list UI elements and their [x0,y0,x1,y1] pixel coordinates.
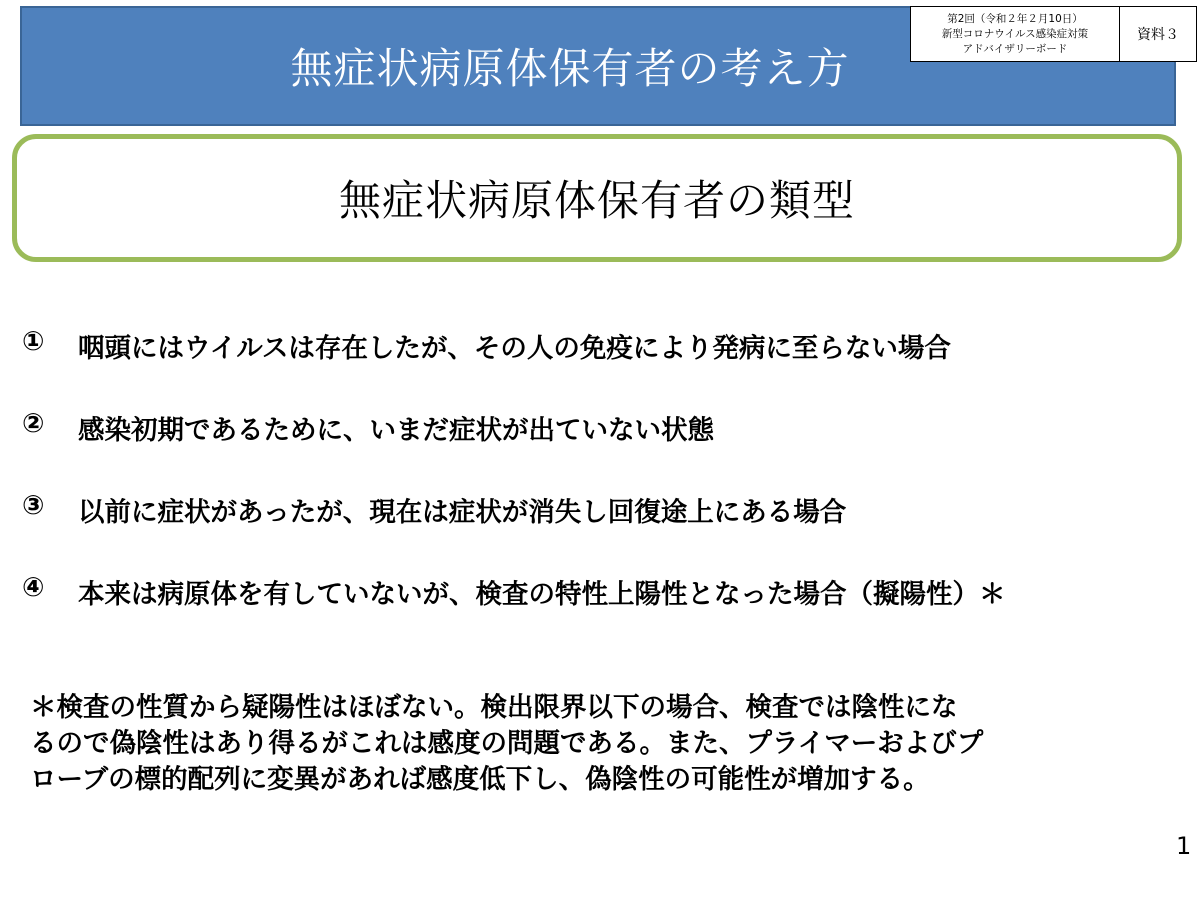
slide-title: 無症状病原体保有者の考え方 [290,44,850,93]
subtitle-text: 無症状病原体保有者の類型 [338,176,855,225]
page-number: 1 [1176,832,1192,860]
item-text: 以前に症状があったが、現在は症状が消失し回復途上にある場合 [78,497,847,528]
footnote-line-3: ローブの標的配列に変異があれば感度低下し、偽陰性の可能性が増加する。 [30,764,930,795]
meeting-info-line-3: アドバイザリーボード [962,42,1068,55]
footnote-line-1: ＊検査の性質から疑陽性はほぼない。検出限界以下の場合、検査では陰性にな [30,692,958,723]
subtitle-box [12,134,1182,262]
meeting-info-box [910,6,1120,62]
item-text: 感染初期であるために、いまだ症状が出ていない状態 [78,415,714,446]
item-number: ④ [22,572,45,603]
item-number: ③ [22,490,45,521]
footnote-line-2: るので偽陰性はあり得るがこれは感度の問題である。また、プライマーおよびプ [30,728,984,759]
list-item [22,326,1182,408]
list-item [22,490,1182,572]
meeting-info-line-1: 第2回（令和２年２月10日） [947,12,1083,25]
item-number: ① [22,326,45,357]
item-text: 咽頭にはウイルスは存在したが、その人の免疫により発病に至らない場合 [78,333,951,364]
footnote [30,690,1180,798]
document-label: 資料３ [1119,6,1197,62]
meeting-info-line-2: 新型コロナウイルス感染症対策 [941,27,1089,40]
list-item [22,572,1182,654]
type-list [22,326,1182,654]
item-number: ② [22,408,45,439]
list-item [22,408,1182,490]
item-text: 本来は病原体を有していないが、検査の特性上陽性となった場合（擬陽性）＊ [78,579,1006,610]
